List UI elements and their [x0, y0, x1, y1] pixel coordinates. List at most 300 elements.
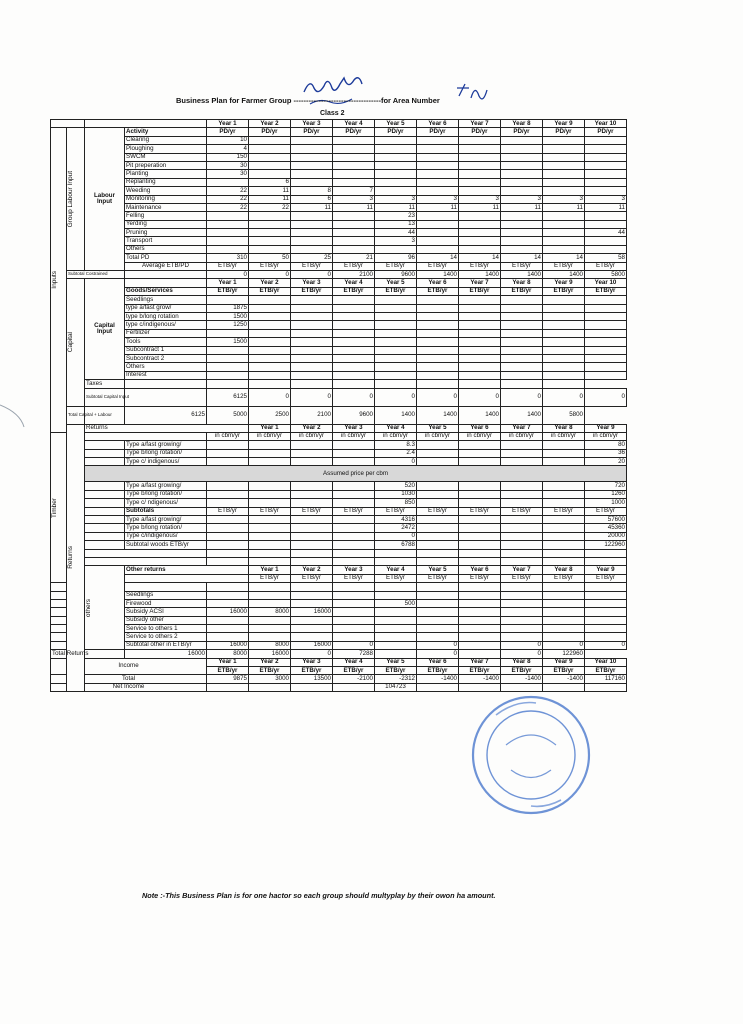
value-cell: 16000 [249, 650, 291, 658]
value-cell [375, 136, 417, 144]
year-header: Year 5 [417, 566, 459, 574]
timber-section [51, 432, 67, 582]
table-row [51, 363, 627, 371]
value-cell: 16000 [207, 608, 249, 616]
value-cell [417, 441, 459, 449]
value-cell [291, 449, 333, 457]
value-cell [291, 338, 333, 346]
value-cell [207, 499, 249, 507]
value-cell: 22 [207, 195, 249, 203]
value-cell [333, 329, 375, 337]
table-row [51, 541, 627, 549]
value-cell [333, 363, 375, 371]
year-header: Year 3 [333, 424, 375, 432]
value-cell [249, 458, 291, 466]
value-cell [291, 161, 333, 169]
value-cell: ETB/yr [291, 287, 333, 295]
value-cell [459, 371, 501, 379]
value-cell [585, 354, 627, 362]
year-header: Year 10 [585, 120, 627, 128]
value-cell [501, 212, 543, 220]
value-cell: ETB/yr [207, 262, 249, 270]
year-header: Year 1 [207, 120, 249, 128]
value-cell [375, 354, 417, 362]
value-cell [585, 145, 627, 153]
table-row [51, 616, 627, 624]
value-cell [291, 524, 333, 532]
value-cell [333, 346, 375, 354]
value-cell [333, 354, 375, 362]
table-row [51, 120, 627, 128]
value-cell [585, 625, 627, 633]
value-cell: 117160 [585, 675, 627, 683]
value-cell [375, 296, 417, 304]
table-cell [85, 541, 125, 549]
value-cell [501, 557, 543, 565]
year-header: Year 6 [417, 658, 459, 666]
value-cell [375, 329, 417, 337]
value-cell: 22 [207, 187, 249, 195]
value-cell [375, 346, 417, 354]
value-cell [459, 312, 501, 320]
value-cell [459, 363, 501, 371]
value-cell [543, 145, 585, 153]
year-header: Year 8 [501, 120, 543, 128]
table-cell [125, 574, 249, 582]
value-cell: 8.3 [375, 441, 417, 449]
value-cell: 22 [249, 203, 291, 211]
value-cell: 1500 [207, 312, 249, 320]
value-cell [459, 220, 501, 228]
value-cell [585, 237, 627, 245]
value-cell [291, 136, 333, 144]
value-cell [585, 321, 627, 329]
activity-row-label: Maintenance [125, 203, 207, 211]
value-cell [501, 237, 543, 245]
value-cell: 720 [585, 482, 627, 490]
footer-note: Note :-This Business Plan is for one hactor so each group should multyplay by their owon ha amount. [142, 891, 496, 900]
value-cell [459, 524, 501, 532]
year-header: Year 2 [249, 658, 291, 666]
value-cell: PD/yr [459, 128, 501, 136]
table-row [51, 432, 627, 440]
table-cell [417, 683, 459, 691]
value-cell: in cbm/yr [375, 432, 417, 440]
value-cell [543, 371, 585, 379]
value-cell [333, 449, 375, 457]
table-row [51, 312, 627, 320]
value-cell: 8000 [249, 641, 291, 649]
value-cell: 122960 [585, 541, 627, 549]
value-cell [543, 441, 585, 449]
value-cell [291, 599, 333, 607]
value-cell [207, 178, 249, 186]
value-cell [585, 583, 627, 591]
value-cell [459, 633, 501, 641]
value-cell [543, 346, 585, 354]
value-cell: ETB/yr [375, 574, 417, 582]
value-cell: 5800 [543, 406, 585, 424]
value-cell [291, 490, 333, 498]
value-cell [459, 599, 501, 607]
capital-row-label: Interest [125, 371, 207, 379]
value-cell [249, 541, 291, 549]
year-header: Year 5 [417, 424, 459, 432]
value-cell: ETB/yr [417, 574, 459, 582]
value-cell [249, 245, 291, 253]
value-cell [333, 490, 375, 498]
value-cell [375, 153, 417, 161]
value-cell [501, 516, 543, 524]
value-cell: ETB/yr [333, 287, 375, 295]
value-cell [207, 482, 249, 490]
others-section [85, 566, 125, 650]
income-label: Income [51, 658, 207, 675]
value-cell [333, 145, 375, 153]
capital-row-label: type a/fast grow/ [125, 304, 207, 312]
value-cell [459, 482, 501, 490]
value-cell: 50 [249, 254, 291, 262]
value-cell: 0 [291, 650, 333, 658]
table-row [51, 658, 627, 666]
value-cell: 11 [249, 187, 291, 195]
value-cell [333, 516, 375, 524]
value-cell [501, 187, 543, 195]
table-row [51, 287, 627, 295]
value-cell [459, 608, 501, 616]
value-cell: 7288 [333, 650, 375, 658]
value-cell [333, 153, 375, 161]
value-cell: 13500 [291, 675, 333, 683]
table-row [51, 304, 627, 312]
value-cell [501, 153, 543, 161]
table-cell [51, 608, 67, 616]
value-cell [417, 229, 459, 237]
year-header: Year 6 [417, 120, 459, 128]
value-cell [585, 346, 627, 354]
value-cell [333, 599, 375, 607]
value-cell [585, 338, 627, 346]
value-cell [333, 482, 375, 490]
value-cell: 3 [375, 195, 417, 203]
value-cell [375, 338, 417, 346]
value-cell [207, 237, 249, 245]
activity-row-label: Replanting [125, 178, 207, 186]
value-cell: 3 [333, 195, 375, 203]
volume-row-label: Type c/ indigenous/ [125, 458, 207, 466]
value-cell [417, 178, 459, 186]
value-cell: 6125 [125, 406, 207, 424]
value-cell [543, 338, 585, 346]
value-cell [207, 541, 249, 549]
value-cell: 3 [585, 195, 627, 203]
value-cell [501, 145, 543, 153]
year-header: Year 5 [375, 658, 417, 666]
table-row [51, 178, 627, 186]
value-cell: 7 [333, 187, 375, 195]
value-cell [417, 599, 459, 607]
value-cell [459, 354, 501, 362]
activity-row-label: Yerding [125, 220, 207, 228]
value-cell [249, 516, 291, 524]
value-cell [333, 170, 375, 178]
activity-row-label: Felling [125, 212, 207, 220]
value-cell: ETB/yr [291, 574, 333, 582]
year-header: Year 2 [291, 424, 333, 432]
value-cell [459, 178, 501, 186]
value-cell [291, 304, 333, 312]
value-cell [459, 449, 501, 457]
year-header: Year 9 [543, 120, 585, 128]
value-cell [459, 212, 501, 220]
value-cell: 2100 [291, 406, 333, 424]
value-cell: PD/yr [207, 128, 249, 136]
value-cell [375, 245, 417, 253]
year-header: Year 4 [333, 658, 375, 666]
table-row [51, 524, 627, 532]
table-cell [51, 583, 67, 591]
value-cell [249, 549, 291, 557]
value-cell: ETB/yr [417, 667, 459, 675]
value-cell: -1400 [501, 675, 543, 683]
value-cell [459, 161, 501, 169]
year-header: Year 1 [207, 658, 249, 666]
value-cell [291, 380, 333, 388]
value-cell [333, 633, 375, 641]
value-cell [585, 220, 627, 228]
value-cell: 520 [375, 482, 417, 490]
value-cell [501, 625, 543, 633]
net-income-label: Net Income [51, 683, 207, 691]
table-row [51, 441, 627, 449]
value-cell: PD/yr [291, 128, 333, 136]
value-cell: ETB/yr [459, 507, 501, 515]
value-cell [543, 321, 585, 329]
capital-row-label: type b/long rotation [125, 312, 207, 320]
value-cell [291, 153, 333, 161]
value-cell [543, 296, 585, 304]
others-row-label: Seedlings [125, 591, 207, 599]
value-cell [417, 591, 459, 599]
value-cell: 2500 [249, 406, 291, 424]
value-cell: 44 [375, 229, 417, 237]
year-header: Year 9 [585, 424, 627, 432]
value-cell [543, 499, 585, 507]
net-income-value: 104723 [375, 683, 417, 691]
value-cell: ETB/yr [585, 287, 627, 295]
value-cell: 850 [375, 499, 417, 507]
year-header: Year 8 [543, 566, 585, 574]
year-header: Year 7 [459, 658, 501, 666]
table-cell [85, 507, 125, 515]
year-header: Year 4 [333, 120, 375, 128]
table-row [51, 195, 627, 203]
value-cell: 1000 [585, 499, 627, 507]
table-row [51, 591, 627, 599]
value-cell [207, 583, 249, 591]
value-cell [501, 338, 543, 346]
value-cell: 0 [375, 388, 417, 406]
value-cell [417, 532, 459, 540]
value-cell [207, 346, 249, 354]
value-cell [291, 220, 333, 228]
table-row [51, 599, 627, 607]
value-cell [501, 220, 543, 228]
value-cell [207, 363, 249, 371]
value-cell [207, 441, 249, 449]
value-cell [501, 549, 543, 557]
value-cell [543, 557, 585, 565]
value-cell: in cbm/yr [207, 432, 249, 440]
labour-subtotal-label: Subtotal Costrained [67, 271, 125, 279]
value-cell [375, 304, 417, 312]
value-cell: ETB/yr [585, 667, 627, 675]
value-cell [291, 312, 333, 320]
value-cell [543, 532, 585, 540]
value-cell [291, 616, 333, 624]
value-cell [585, 608, 627, 616]
value-cell [543, 490, 585, 498]
value-cell [417, 557, 459, 565]
value-cell: ETB/yr [543, 262, 585, 270]
value-cell [375, 321, 417, 329]
value-cell [459, 549, 501, 557]
value-cell [417, 220, 459, 228]
value-cell [459, 641, 501, 649]
year-header: Year 8 [501, 279, 543, 287]
value-cell [501, 633, 543, 641]
value-cell: 3 [501, 195, 543, 203]
value-cell [501, 608, 543, 616]
value-cell: 21 [333, 254, 375, 262]
value-cell: 5000 [207, 406, 249, 424]
value-cell [543, 591, 585, 599]
value-cell [249, 633, 291, 641]
value-cell [543, 178, 585, 186]
value-cell: ETB/yr [375, 287, 417, 295]
year-header: Year 9 [543, 279, 585, 287]
capital-input-label: Capital Input [85, 279, 125, 380]
value-cell [249, 296, 291, 304]
page-fold-mark [0, 400, 30, 430]
value-cell: 3 [375, 237, 417, 245]
table-row [51, 354, 627, 362]
year-header: Year 10 [585, 279, 627, 287]
value-cell [417, 338, 459, 346]
value-cell [459, 583, 501, 591]
value-cell: 0 [333, 388, 375, 406]
value-cell [459, 532, 501, 540]
value-cell [459, 616, 501, 624]
value-cell [207, 329, 249, 337]
capital-row-label: Seedlings [125, 296, 207, 304]
value-cell: 150 [207, 153, 249, 161]
year-header: Year 6 [459, 424, 501, 432]
value-cell [291, 229, 333, 237]
value-cell [543, 363, 585, 371]
table-row [51, 583, 627, 591]
value-cell: ETB/yr [459, 262, 501, 270]
value-cell [417, 346, 459, 354]
capital-row-label: Tools [125, 338, 207, 346]
value-cell [543, 245, 585, 253]
value-cell [543, 633, 585, 641]
value-cell: -1400 [417, 675, 459, 683]
value-cell [543, 329, 585, 337]
value-cell [417, 237, 459, 245]
year-header: Year 4 [375, 566, 417, 574]
table-row [51, 262, 627, 270]
others-label: others [85, 598, 92, 617]
value-cell [249, 441, 291, 449]
price-row-label: Type c/ ndigenous/ [125, 499, 207, 507]
value-cell: 9600 [375, 271, 417, 279]
table-row [51, 136, 627, 144]
value-cell: 14 [417, 254, 459, 262]
table-row [51, 254, 627, 262]
value-cell [249, 354, 291, 362]
year-header: Year 3 [291, 658, 333, 666]
year-header: Year 4 [375, 424, 417, 432]
value-cell [501, 178, 543, 186]
capital-section [67, 279, 85, 406]
value-cell: PD/yr [543, 128, 585, 136]
value-cell [249, 229, 291, 237]
value-cell [501, 583, 543, 591]
value-cell [501, 161, 543, 169]
value-cell [417, 304, 459, 312]
value-cell [417, 296, 459, 304]
handwritten-area-number [455, 80, 495, 102]
year-header: Year 3 [333, 566, 375, 574]
value-cell [291, 633, 333, 641]
value-cell [459, 441, 501, 449]
value-cell [501, 380, 543, 388]
table-row [51, 388, 627, 406]
value-cell: 9875 [207, 675, 249, 683]
value-cell [501, 229, 543, 237]
value-cell [125, 380, 207, 388]
average-label: Average ETB/PD [125, 262, 207, 270]
table-row [51, 507, 627, 515]
value-cell: 16000 [125, 650, 207, 658]
value-cell [543, 616, 585, 624]
value-cell [333, 380, 375, 388]
table-row [51, 145, 627, 153]
value-cell [501, 170, 543, 178]
value-cell [291, 458, 333, 466]
value-cell: 11 [417, 203, 459, 211]
value-cell [501, 245, 543, 253]
value-cell: 0 [459, 388, 501, 406]
activity-row-label: Weeding [125, 187, 207, 195]
value-cell: 25 [291, 254, 333, 262]
value-cell [249, 583, 291, 591]
value-cell: 3 [417, 195, 459, 203]
page-title: Business Plan for Farmer Group -----------------------------------for Area Number [176, 96, 440, 105]
value-cell [585, 296, 627, 304]
value-cell [417, 170, 459, 178]
value-cell [417, 380, 459, 388]
value-cell [501, 136, 543, 144]
table-row [51, 557, 627, 565]
value-cell: 1400 [417, 406, 459, 424]
value-cell [459, 245, 501, 253]
value-cell [249, 490, 291, 498]
value-cell [543, 380, 585, 388]
table-cell [85, 516, 125, 524]
value-cell [249, 321, 291, 329]
